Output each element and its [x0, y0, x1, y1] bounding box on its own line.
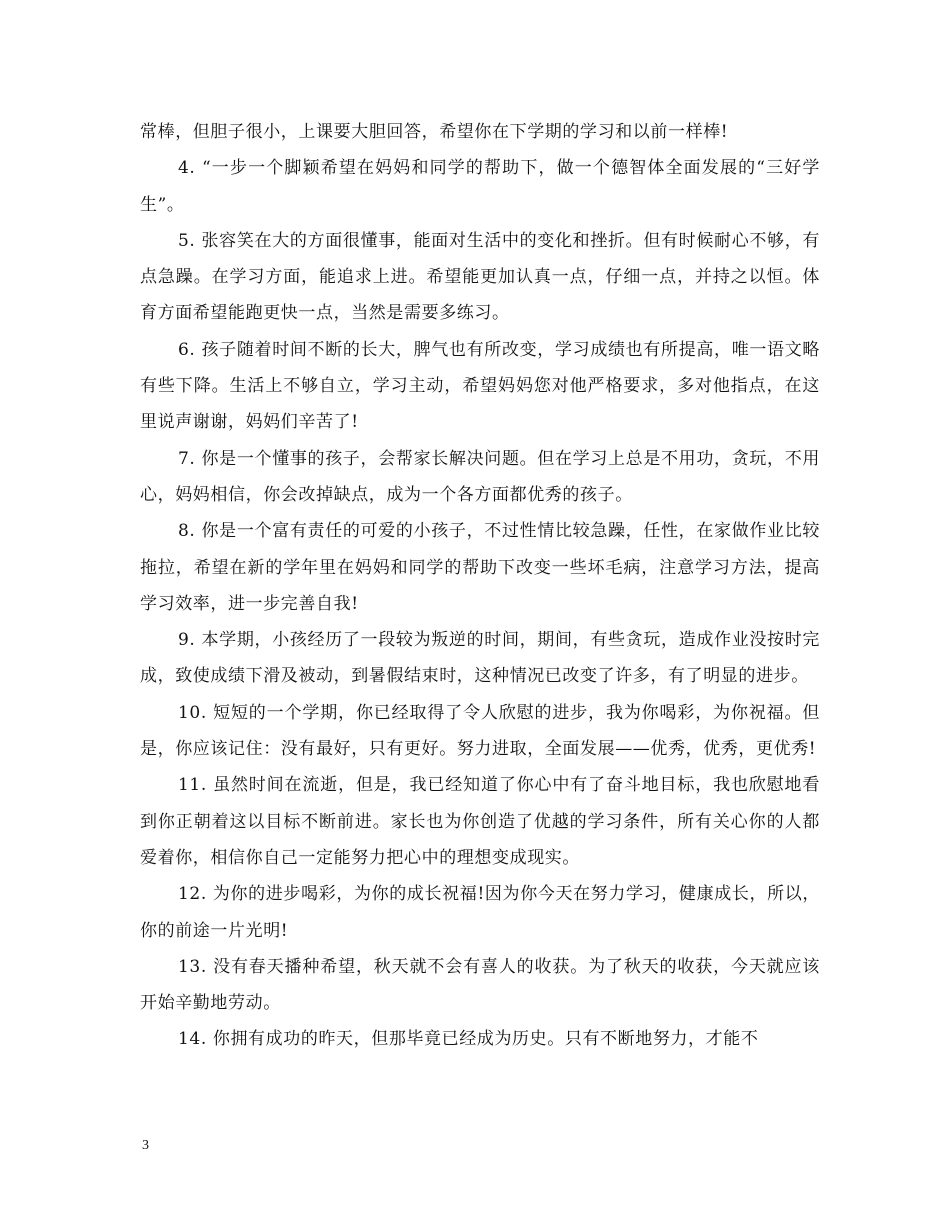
paragraph-item-13: 13. 没有春天播种希望，秋天就不会有喜人的收获。为了秋天的收获，今天就应该开始辛勤地劳动。 — [140, 956, 820, 1014]
paragraph-item-12: 12. 为你的进步喝彩，为你的成长祝福!因为你今天在努力学习，健康成长，所以，你的前途一片光明! — [140, 884, 820, 941]
paragraph-item-8: 8. 你是一个富有责任的可爱的小孩子，不过性情比较急躁，任性，在家做作业比较拖拉，希望在新的学年里在妈妈和同学的帮助下改变一些坏毛病，注意学习方法，提高学习效率，进一步完善自我! — [140, 521, 820, 614]
page-number: 3 — [142, 1138, 149, 1153]
document-body — [140, 114, 820, 1058]
paragraph-item-9: 9. 本学期，小孩经历了一段较为叛逆的时间，期间，有些贪玩，造成作业没按时完成，致使成绩下滑及被动，到暑假结束时，这种情况已改变了许多，有了明显的进步。 — [140, 630, 820, 687]
paragraph-item-11: 11. 虽然时间在流逝，但是，我已经知道了你心中有了奋斗地目标，我也欣慰地看到你正朝着这以目标不断前进。家长也为你创造了优越的学习条件，所有关心你的人都爱着你，相信你自己一定能努力把心中的理想变成现实。 — [140, 775, 820, 868]
paragraph-item-7: 7. 你是一个懂事的孩子，会帮家长解决问题。但在学习上总是不用功，贪玩，不用心，妈妈相信，你会改掉缺点，成为一个各方面都优秀的孩子。 — [140, 448, 820, 505]
paragraph-item-14: 14. 你拥有成功的昨天，但那毕竟已经成为历史。只有不断地努力，才能不 — [178, 1029, 759, 1050]
paragraph-item-6: 6. 孩子随着时间不断的长大，脾气也有所改变，学习成绩也有所提高，唯一语文略有些下降。生活上不够自立，学习主动，希望妈妈您对他严格要求，多对他指点，在这里说声谢谢，妈妈们辛苦了! — [140, 339, 820, 433]
paragraph-continued: 常棒，但胆子很小，上课要大胆回答，希望你在下学期的学习和以前一样棒! — [140, 122, 729, 142]
paragraph-item-5: 5. 张容笑在大的方面很懂事，能面对生活中的变化和挫折。但有时候耐心不够，有点急躁。在学习方面，能追求上进。希望能更加认真一点，仔细一点，并持之以恒。体育方面希望能跑更快一点，当然是需要多练习。 — [140, 230, 820, 324]
paragraph-item-10: 10. 短短的一个学期，你已经取得了令人欣慰的进步，我为你喝彩，为你祝福。但是，你应该记住：没有最好，只有更好。努力进取，全面发展——优秀，优秀，更优秀! — [140, 702, 820, 760]
paragraph-item-4: 4. “一步一个脚颖希望在妈妈和同学的帮助下，做一个德智体全面发展的“三好学生”。 — [140, 158, 820, 215]
